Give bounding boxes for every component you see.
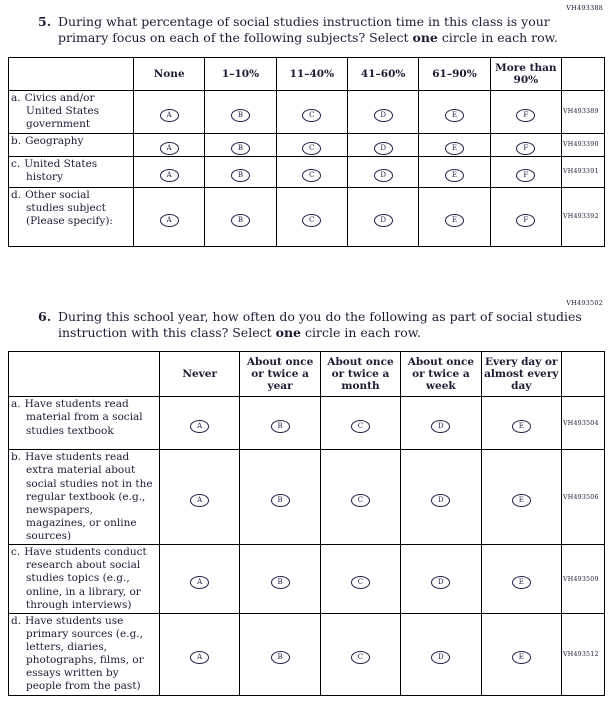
answer-bubble[interactable]: C [302, 142, 321, 155]
answer-bubble[interactable]: C [351, 494, 370, 507]
column-header: About once or twice a week [401, 352, 481, 397]
column-header: None [134, 57, 205, 90]
answer-cell [481, 613, 561, 695]
answer-bubble[interactable]: A [190, 420, 209, 433]
answer-cell [401, 397, 481, 450]
row-code: VH493509 [562, 545, 605, 614]
row-letter: a. [11, 91, 21, 104]
answer-bubble[interactable]: A [160, 109, 179, 122]
answer-cell [481, 545, 561, 614]
row-label [9, 613, 160, 695]
prompt-text: circle in each row. [301, 324, 421, 340]
corner-cell [9, 352, 160, 397]
answer-bubble[interactable]: A [190, 651, 209, 664]
answer-bubble[interactable]: D [374, 142, 393, 155]
answer-cell [160, 450, 240, 545]
question-code: VH493388 [566, 4, 603, 12]
answer-bubble[interactable]: B [231, 169, 250, 182]
row-code: VH493504 [562, 397, 605, 450]
answer-bubble[interactable]: B [271, 576, 290, 589]
question-prompt-text [58, 309, 586, 342]
row-letter: d. [11, 614, 22, 627]
question-5-answer-table [8, 57, 605, 247]
answer-cell [134, 187, 205, 246]
row-label [9, 450, 160, 545]
answer-cell [160, 613, 240, 695]
answer-bubble[interactable]: D [374, 169, 393, 182]
answer-bubble[interactable]: B [231, 214, 250, 227]
corner-cell [9, 57, 134, 90]
table-row [9, 133, 605, 156]
answer-cell [205, 187, 276, 246]
answer-bubble[interactable]: B [231, 142, 250, 155]
answer-cell [320, 613, 400, 695]
column-header: 61–90% [419, 57, 490, 90]
answer-bubble[interactable]: E [445, 142, 464, 155]
answer-cell [481, 450, 561, 545]
answer-cell [160, 545, 240, 614]
row-label [9, 90, 134, 133]
answer-cell [419, 90, 490, 133]
row-code: VH493392 [562, 187, 605, 246]
answer-bubble[interactable]: A [190, 576, 209, 589]
answer-bubble[interactable]: C [351, 420, 370, 433]
answer-cell [134, 90, 205, 133]
column-header: Never [160, 352, 240, 397]
answer-bubble[interactable]: C [302, 169, 321, 182]
row-label [9, 187, 134, 246]
row-letter: b. [11, 451, 22, 464]
answer-cell [134, 156, 205, 187]
answer-cell [490, 187, 561, 246]
answer-cell [240, 450, 320, 545]
answer-bubble[interactable]: E [445, 169, 464, 182]
question-prompt-text [58, 14, 586, 47]
answer-cell [320, 397, 400, 450]
answer-bubble[interactable]: E [512, 494, 531, 507]
row-label [9, 397, 160, 450]
answer-cell [276, 156, 347, 187]
row-code: VH493506 [562, 450, 605, 545]
table-row [9, 90, 605, 133]
table-row [9, 450, 605, 545]
answer-cell [134, 133, 205, 156]
column-header: 1–10% [205, 57, 276, 90]
answer-cell [205, 133, 276, 156]
answer-bubble[interactable]: D [374, 214, 393, 227]
column-header: About once or twice a year [240, 352, 320, 397]
answer-cell [490, 133, 561, 156]
answer-cell [160, 397, 240, 450]
answer-cell [490, 156, 561, 187]
answer-cell [481, 397, 561, 450]
row-code: VH493512 [562, 613, 605, 695]
prompt-bold-word: one [275, 324, 301, 340]
prompt-bold-word: one [412, 30, 438, 46]
row-letter: a. [11, 398, 21, 411]
answer-bubble[interactable]: A [160, 169, 179, 182]
answer-cell [320, 450, 400, 545]
answer-bubble[interactable]: B [271, 494, 290, 507]
answer-cell [347, 187, 418, 246]
row-code: VH493389 [562, 90, 605, 133]
answer-bubble[interactable]: E [445, 214, 464, 227]
prompt-text: circle in each row. [437, 30, 558, 46]
row-label-text: United States history [24, 157, 98, 183]
question-6-section [8, 299, 605, 696]
row-label [9, 133, 134, 156]
answer-cell [347, 90, 418, 133]
answer-bubble[interactable]: B [271, 420, 290, 433]
answer-bubble[interactable]: F [516, 142, 535, 155]
answer-cell [276, 90, 347, 133]
answer-bubble[interactable]: B [271, 651, 290, 664]
row-label-text: Have students read extra material about social studies not in the regular textbook (e.g., newspapers, magazines, or online sources) [25, 451, 153, 543]
answer-cell [240, 613, 320, 695]
answer-cell [205, 156, 276, 187]
question-6-answer-table [8, 351, 605, 695]
table-row [9, 613, 605, 695]
answer-bubble[interactable]: D [431, 576, 450, 589]
row-label-text: Other social studies subject (Please specify): [25, 188, 113, 227]
column-header: More than 90% [490, 57, 561, 90]
header-row [9, 352, 605, 397]
answer-bubble[interactable]: E [512, 420, 531, 433]
row-letter: c. [11, 157, 21, 170]
answer-cell [419, 156, 490, 187]
answer-bubble[interactable]: D [431, 651, 450, 664]
answer-cell [401, 450, 481, 545]
row-letter: b. [11, 134, 22, 147]
question-number: 6. [38, 308, 52, 324]
row-label-text: Have students read material from a social studies textbook [24, 398, 143, 437]
answer-cell [276, 187, 347, 246]
answer-cell [419, 133, 490, 156]
column-header: 11–40% [276, 57, 347, 90]
answer-cell [320, 545, 400, 614]
answer-bubble[interactable]: C [302, 109, 321, 122]
column-header: Every day or almost every day [481, 352, 561, 397]
table-row [9, 156, 605, 187]
column-header: About once or twice a month [320, 352, 400, 397]
answer-bubble[interactable]: C [351, 576, 370, 589]
answer-bubble[interactable]: C [351, 651, 370, 664]
answer-cell [240, 545, 320, 614]
question-prompt [38, 309, 605, 342]
answer-bubble[interactable]: A [160, 142, 179, 155]
answer-cell [347, 133, 418, 156]
answer-cell [419, 187, 490, 246]
question-prompt [38, 14, 605, 47]
row-letter: d. [11, 188, 22, 201]
answer-bubble[interactable]: F [516, 214, 535, 227]
column-header: 41–60% [347, 57, 418, 90]
row-code: VH493390 [562, 133, 605, 156]
answer-bubble[interactable]: D [431, 494, 450, 507]
answer-bubble[interactable]: A [190, 494, 209, 507]
answer-cell [240, 397, 320, 450]
prompt-text: During this school year, how often do you do the following as part of social studies instruction with this class? Select [58, 308, 582, 340]
header-row [9, 57, 605, 90]
answer-cell [490, 90, 561, 133]
row-label-text: Have students conduct research about social studies topics (e.g., online, in a library, or through interviews) [24, 546, 147, 611]
answer-bubble[interactable]: E [512, 651, 531, 664]
row-label-text: Civics and/or United States government [24, 91, 99, 130]
code-header-cell [562, 352, 605, 397]
answer-cell [205, 90, 276, 133]
answer-bubble[interactable]: E [512, 576, 531, 589]
answer-bubble[interactable]: D [374, 109, 393, 122]
answer-bubble[interactable]: C [302, 214, 321, 227]
answer-bubble[interactable]: F [516, 109, 535, 122]
question-code: VH493502 [566, 298, 603, 307]
answer-cell [276, 133, 347, 156]
answer-cell [401, 613, 481, 695]
row-letter: c. [11, 546, 21, 559]
table-row [9, 397, 605, 450]
answer-bubble[interactable]: B [231, 109, 250, 122]
answer-bubble[interactable]: A [160, 214, 179, 227]
row-label [9, 545, 160, 614]
answer-cell [347, 156, 418, 187]
row-code: VH493391 [562, 156, 605, 187]
prompt-text: During what percentage of social studies instruction time in this class is your primary focus on each of the following subjects? Select [58, 14, 550, 46]
question-5-section [8, 4, 605, 247]
row-label-text: Geography [25, 134, 84, 147]
table-row [9, 187, 605, 246]
answer-cell [401, 545, 481, 614]
table-row [9, 545, 605, 614]
row-label [9, 156, 134, 187]
question-number: 5. [38, 14, 52, 29]
row-label-text: Have students use primary sources (e.g., letters, diaries, photographs, films, or essays written by people from the past) [25, 614, 144, 693]
answer-bubble[interactable]: F [516, 169, 535, 182]
answer-bubble[interactable]: E [445, 109, 464, 122]
code-header-cell [562, 57, 605, 90]
answer-bubble[interactable]: D [431, 420, 450, 433]
